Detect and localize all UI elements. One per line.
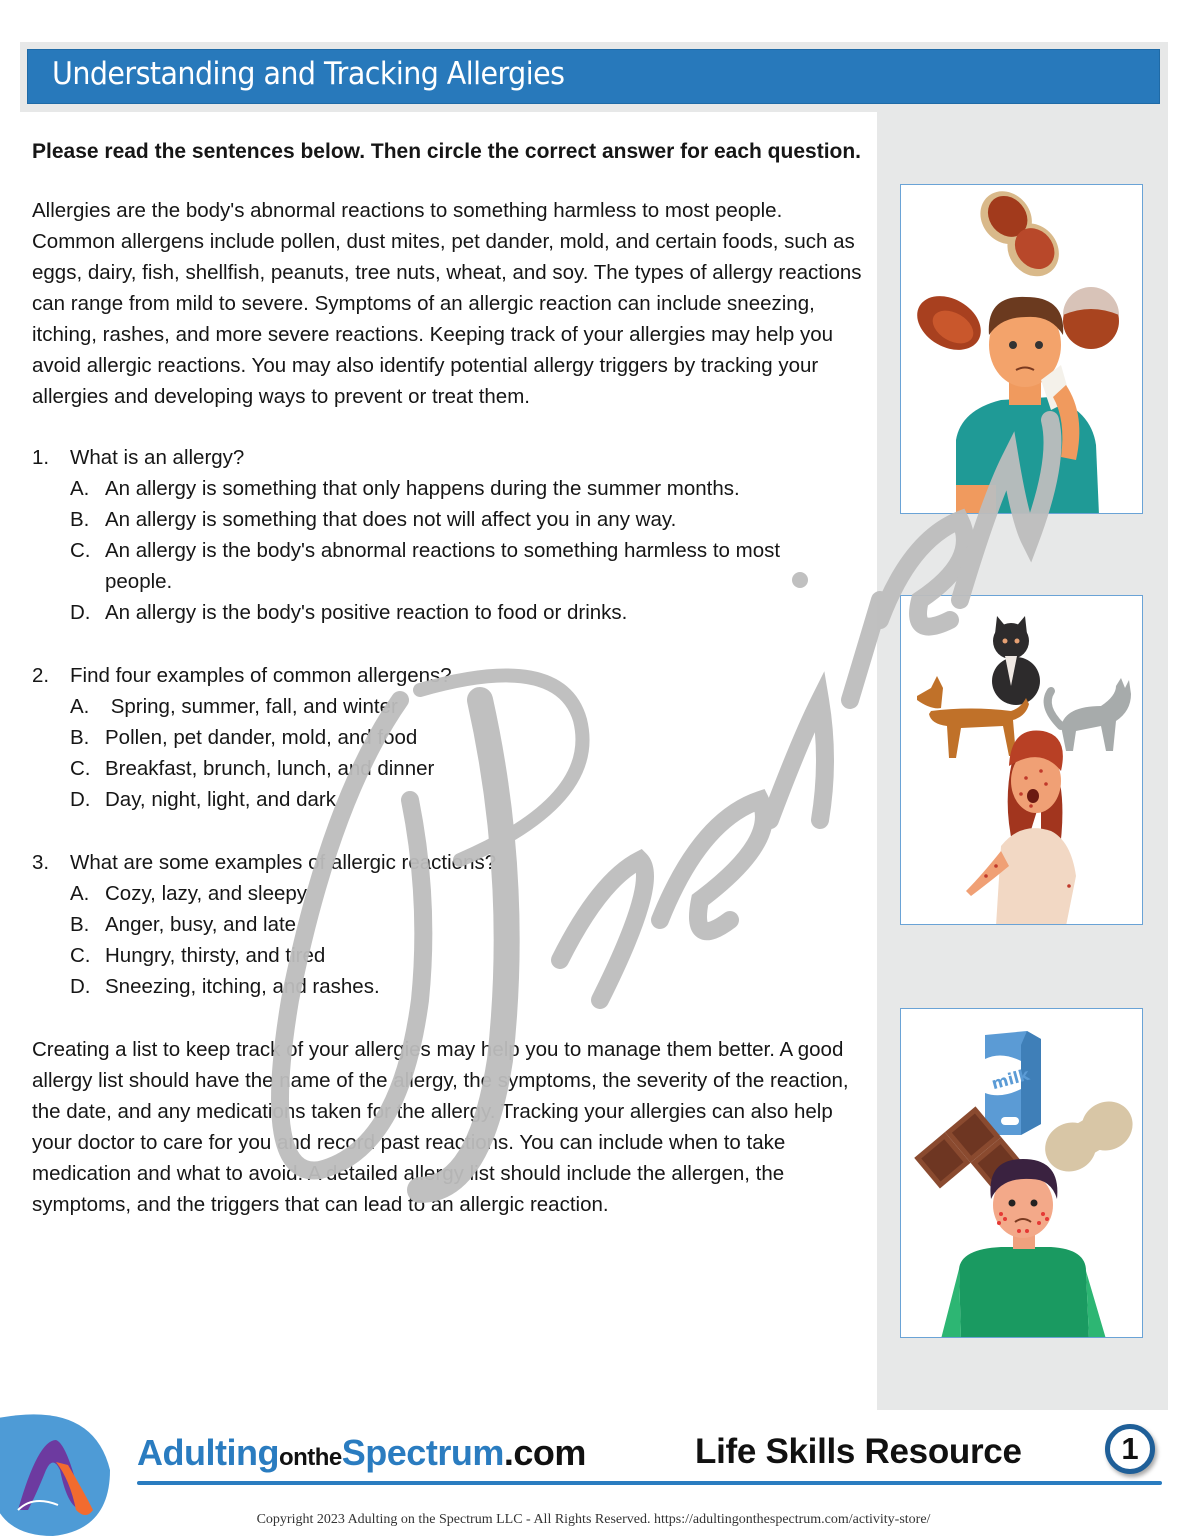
question-text: Find four examples of common allergens? <box>70 664 452 687</box>
answer-option-a[interactable] <box>32 878 867 909</box>
copyright-text: Copyright 2023 Adulting on the Spectrum LLC - All Rights Reserved. https://adultingonthespectrum.com/activity-store/ <box>256 1512 931 1527</box>
option-letter: D. <box>70 788 91 811</box>
question-text: What is an allergy? <box>70 446 245 469</box>
option-text: Anger, busy, and late <box>105 913 297 936</box>
answer-option-a[interactable] <box>32 473 867 504</box>
milk-label: milk <box>989 1064 1032 1094</box>
question-1 <box>32 442 867 628</box>
answer-option-c[interactable] <box>32 940 867 971</box>
answer-option-d[interactable] <box>32 971 867 1002</box>
woman-with-pets-icon <box>901 596 1143 925</box>
option-letter: A. <box>70 477 90 500</box>
question-number: 1. <box>32 446 50 469</box>
option-letter: B. <box>70 508 90 531</box>
option-letter: B. <box>70 726 90 749</box>
closing-paragraph: Creating a list to keep track of your allergies may help you to manage them better. A good allergy list should have the name of the allergy, the symptoms, the severity of the reaction, the date, and any medications taken for the allergy. Tracking your allergies can also help your doctor to care for you and record past reactions. You can include when to take medication and what to avoid. A detailed allergy list should include the allergen, the symptoms, and the triggers that can lead to an allergic reaction. <box>32 1038 849 1216</box>
copyright-notice <box>0 1512 1187 1528</box>
option-text: An allergy is the body's abnormal reactions to something harmless to most people. <box>105 539 781 593</box>
question-number: 2. <box>32 664 50 687</box>
option-text: Pollen, pet dander, mold, and food <box>105 726 418 749</box>
option-text: Day, night, light, and dark <box>105 788 336 811</box>
intro-paragraph: Allergies are the body's abnormal reactions to something harmless to most people. Common allergens include pollen, dust mites, pet dander, mold, and certain foods, such as eggs, dairy, fish, shellfish, peanuts, tree nuts, wheat, and soy. The types of allergy reactions can range from mild to severe. Symptoms of an allergic reaction can include sneezing, itching, rashes, and more severe reactions. Keeping track of your allergies may help you avoid allergic reactions. You may also identify potential allergy triggers by tracking your allergies and developing ways to prevent or treat them. <box>32 199 862 408</box>
option-letter: B. <box>70 913 90 936</box>
answer-option-b[interactable] <box>32 504 867 535</box>
answer-option-b[interactable] <box>32 722 867 753</box>
answer-option-c[interactable] <box>32 535 867 597</box>
option-text: An allergy is the body's positive reaction to food or drinks. <box>105 601 628 624</box>
answer-option-c[interactable] <box>32 753 867 784</box>
option-text: Cozy, lazy, and sleepy <box>105 882 308 905</box>
option-letter: C. <box>70 944 91 967</box>
boy-with-food-icon <box>901 1009 1143 1338</box>
answer-option-d[interactable] <box>32 597 867 628</box>
illustration-boy-food-allergy <box>900 1008 1143 1338</box>
worksheet-text <box>32 137 867 1250</box>
option-letter: A. <box>70 882 90 905</box>
brand-part: onthe <box>278 1444 342 1471</box>
page-number-badge: 1 <box>1105 1424 1155 1474</box>
option-letter: D. <box>70 601 91 624</box>
option-text: Hungry, thirsty, and tired <box>105 944 326 967</box>
title-banner <box>27 49 1160 104</box>
question-3 <box>32 847 867 1002</box>
option-text: Spring, summer, fall, and winter <box>105 695 398 718</box>
option-letter: C. <box>70 539 91 562</box>
brand-part: .com <box>503 1432 586 1473</box>
option-letter: A. <box>70 695 90 718</box>
brand-part: Spectrum <box>341 1432 504 1473</box>
brand-wordmark[interactable] <box>137 1432 586 1474</box>
option-text: An allergy is something that only happens during the summer months. <box>105 477 740 500</box>
answer-option-d[interactable] <box>32 784 867 815</box>
question-number: 3. <box>32 851 50 874</box>
instructions: Please read the sentences below. Then circle the correct answer for each question. <box>32 140 862 163</box>
option-text: Breakfast, brunch, lunch, and dinner <box>105 757 435 780</box>
man-sneezing-icon <box>901 185 1143 514</box>
question-2 <box>32 660 867 815</box>
answer-option-a[interactable] <box>32 691 867 722</box>
illustration-woman-pet-allergy <box>900 595 1143 925</box>
illustration-man-nut-allergy <box>900 184 1143 514</box>
question-text: What are some examples of allergic reactions? <box>70 851 497 874</box>
answer-option-b[interactable] <box>32 909 867 940</box>
footer-divider <box>137 1481 1162 1485</box>
brand-part: Adulting <box>137 1432 279 1473</box>
option-text: Sneezing, itching, and rashes. <box>105 975 380 998</box>
tagline: Life Skills Resource <box>695 1432 1022 1471</box>
page-title: Understanding and Tracking Allergies <box>52 56 565 92</box>
option-letter: C. <box>70 757 91 780</box>
option-text: An allergy is something that does not will affect you in any way. <box>105 508 677 531</box>
option-letter: D. <box>70 975 91 998</box>
